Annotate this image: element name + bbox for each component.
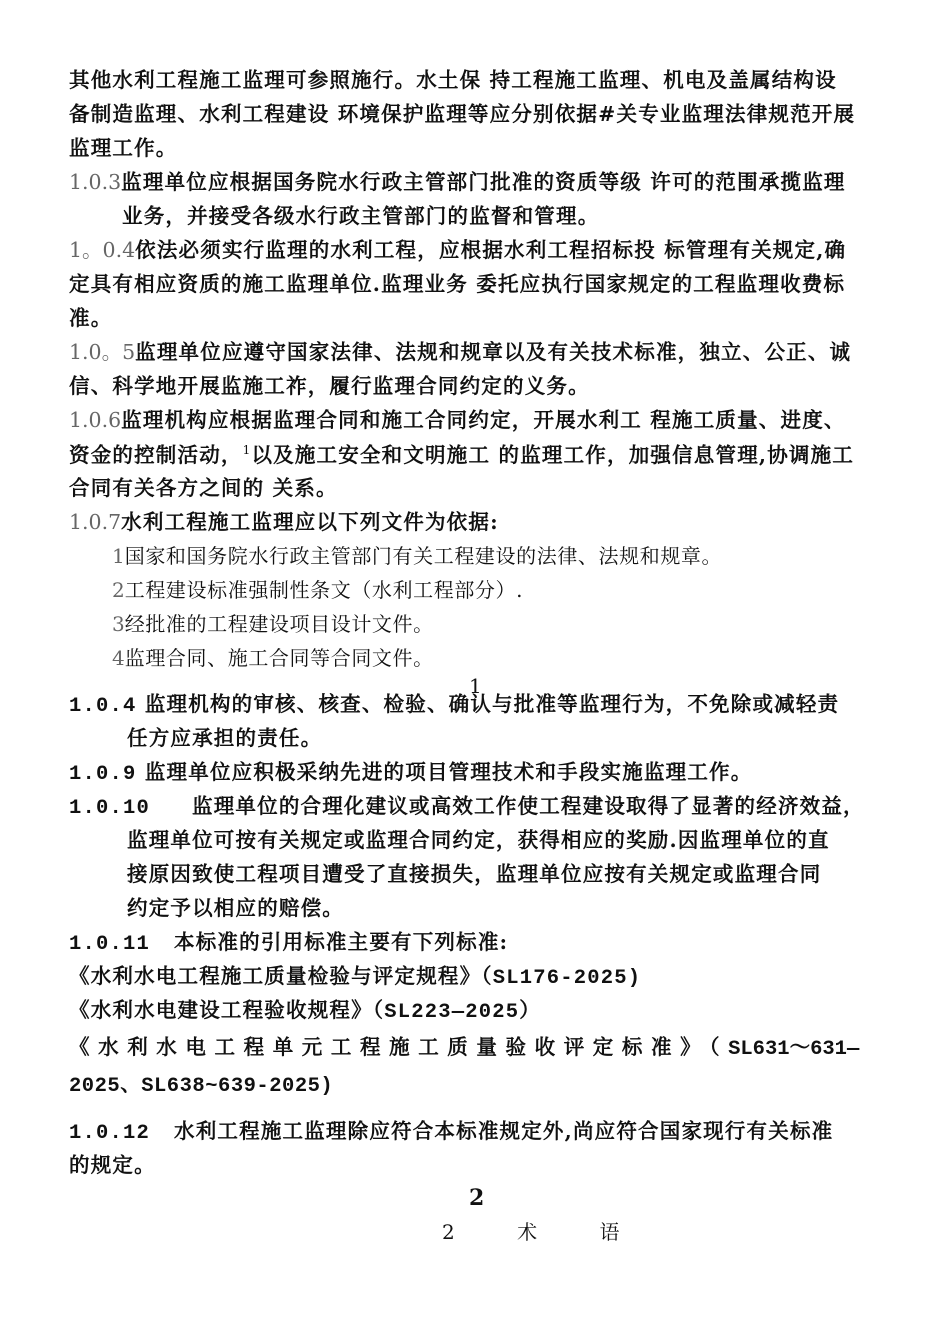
clause-1-0-9 — [69, 762, 752, 786]
text-line: 信、科学地开展监施工祚，履行监理合同约定的义务。 — [69, 374, 590, 398]
clause-number: 1。0.4 — [69, 238, 136, 262]
clause-number: 1.0.9 — [69, 763, 137, 786]
clause-number: 1.0.10 — [69, 797, 151, 820]
text-line: 业务，并接受各级水行政主管部门的监督和管理。 — [122, 204, 600, 228]
list-number: 4 — [112, 646, 125, 670]
reference-line — [69, 1037, 859, 1061]
text-line: 接原因致使工程项目遭受了直接损失，监理单位应按有关规定或监理合同 — [127, 862, 822, 886]
clause-number: 1.0.11 — [69, 933, 151, 956]
page-number: 1 — [469, 674, 482, 698]
list-item — [112, 648, 434, 668]
clause-1-0-3 — [69, 172, 846, 193]
list-text: 监理合同、施工合同等合同文件。 — [124, 646, 434, 670]
clause-number: 1.0.4 — [69, 695, 137, 718]
clause-text: 监理单位应根据国务院水行政主管部门批准的资质等级 许可的范围承揽监理 — [121, 170, 846, 194]
text-line: 准。 — [69, 306, 113, 330]
list-text: 经批准的工程建设项目设计文件。 — [124, 612, 434, 636]
clause-text: 依法必须实行监理的水利工程，应根据水利工程招标投 标管理有关规定,确 — [135, 238, 847, 262]
text-line: 合同有关各方之间的 关系。 — [69, 476, 338, 500]
clause-text: 监理机构的审核、核查、检验、确认与批准等监理行为，不免除或减轻责 — [144, 692, 840, 716]
clause-1-0-11 — [69, 932, 508, 956]
reference-code: SL176-2025) — [492, 967, 642, 990]
clause-number: 1.0.7 — [69, 510, 122, 534]
reference-code: SL631～631— — [728, 1038, 860, 1061]
clause-1-0-5 — [69, 342, 851, 363]
text-line: 监理单位可按有关规定或监理合同约定，获得相应的奖励.因监理单位的直 — [127, 828, 830, 852]
text-line: 其他水利工程施工监理可参照施行。水土保 持工程施工监理、机电及盖属结构设 — [69, 68, 837, 92]
superscript-mark: 1 — [242, 443, 252, 457]
text-line: 定具有相应资质的施工监理单位.监理业务 委托应执行国家规定的工程监理收费标 — [69, 272, 846, 296]
text-line: 监理工作。 — [69, 136, 178, 160]
reference-title: 《水利水电建设工程验收规程》（ — [69, 998, 385, 1022]
clause-1-0-7 — [69, 512, 499, 533]
clause-number: 1.0.3 — [69, 170, 122, 194]
clause-number: 1.0。5 — [69, 340, 136, 364]
text-line: 的规定。 — [69, 1153, 156, 1177]
list-item — [112, 546, 722, 566]
list-number: 1 — [112, 544, 125, 568]
reference-code: SL223—2025） — [384, 1001, 541, 1024]
list-number: 2 — [112, 578, 125, 602]
reference-title: 《水利水电工程单元工程施工质量验收评定标准》（ — [69, 1035, 729, 1059]
clause-text: 本标准的引用标准主要有下列标准: — [174, 930, 509, 954]
list-text: 国家和国务院水行政主管部门有关工程建设的法律、法规和规章。 — [124, 544, 723, 568]
text-line — [69, 444, 854, 466]
clause-text: 监理机构应根据监理合同和施工合同约定，开展水利工 程施工质量、进度、 — [121, 408, 846, 432]
list-number: 3 — [112, 612, 125, 636]
clause-1-0-8 — [69, 694, 839, 718]
clause-number: 1.0.12 — [69, 1122, 151, 1145]
list-item — [112, 580, 523, 600]
text-span: 资金的控制活动， — [69, 443, 243, 467]
reference-line — [69, 1000, 541, 1024]
clause-text: 水利工程施工监理除应符合本标准规定外,尚应符合国家现行有关标准 — [174, 1119, 834, 1143]
list-text: 工程建设标准强制性条文（水利工程部分）. — [124, 578, 524, 602]
text-line: 任方应承担的责任。 — [127, 726, 323, 750]
clause-1-0-12 — [69, 1121, 833, 1145]
list-item — [112, 614, 434, 634]
clause-number: 1.0.6 — [69, 408, 122, 432]
page-number: 2 — [469, 1185, 485, 1211]
clause-text: 水利工程施工监理应以下列文件为依据: — [121, 510, 499, 534]
clause-text: 监理单位应积极采纳先进的项目管理技术和手段实施监理工作。 — [144, 760, 753, 784]
text-span: 以及施工安全和文明施工 的监理工作，加强信息管理,协调施工 — [251, 443, 855, 467]
reference-title: 《水利水电工程施工质量检验与评定规程》（ — [69, 964, 493, 988]
section-heading: 2 术 语 — [442, 1220, 648, 1244]
clause-text: 监理单位应遵守国家法律、法规和规章以及有关技术标准，独立、公正、诚 — [135, 340, 852, 364]
text-line: 约定予以相应的赔偿。 — [127, 896, 344, 920]
clause-1-0-4 — [69, 240, 846, 261]
clause-1-0-10 — [69, 796, 865, 820]
reference-line — [69, 966, 641, 990]
text-line: 备制造监理、水利工程建设 环境保护监理等应分别依据#关专业监理法律规范开展 — [69, 102, 856, 126]
clause-1-0-6 — [69, 410, 846, 431]
clause-text: 监理单位的合理化建议或高效工作使工程建设取得了显著的经济效益， — [192, 794, 865, 818]
reference-line: 2025、SL638~639-2025) — [69, 1075, 334, 1098]
